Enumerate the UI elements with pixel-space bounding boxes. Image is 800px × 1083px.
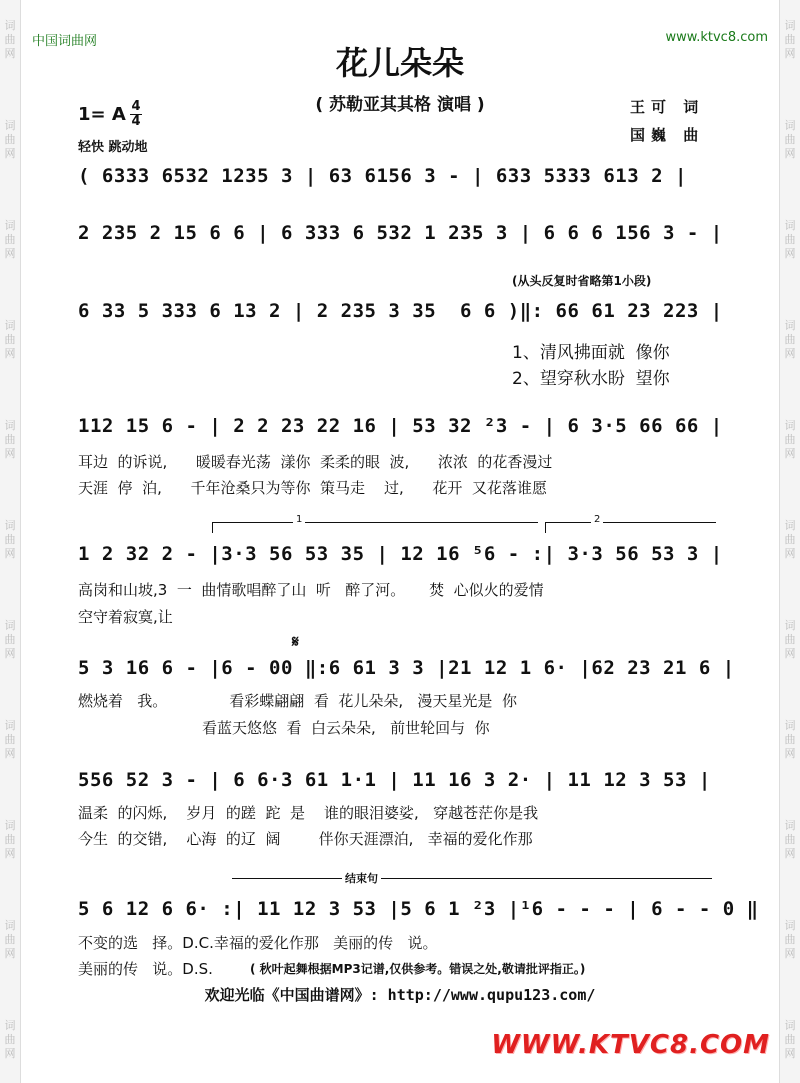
song-title: 花儿朵朵 (335, 44, 464, 82)
side-char: 网 (784, 447, 796, 460)
score-line-8: 5 6 12 6 6· :| 11 12 3 53 |5 6 1 ²3 |¹6 - - - | 6 - - 0 ‖ (78, 898, 759, 920)
side-char: 词 (784, 419, 796, 432)
side-char: 曲 (784, 233, 796, 246)
side-char: 曲 (784, 333, 796, 346)
side-char: 网 (4, 747, 16, 760)
side-char: 曲 (784, 433, 796, 446)
lyric-line: 今生 的交错, 心海 的辽 阔 伴你天涯漂泊, 幸福的爱化作那 (78, 830, 533, 848)
side-char: 曲 (4, 933, 16, 946)
side-char: 曲 (784, 733, 796, 746)
score-line-4: 112 15 6 - | 2 2 23 22 16 | 53 32 ²3 - | 6 3·5 66 66 | (78, 415, 723, 437)
side-char: 曲 (4, 133, 16, 146)
side-char: 曲 (4, 33, 16, 46)
side-char: 网 (4, 447, 16, 460)
side-char: 词 (4, 819, 16, 832)
side-char: 网 (4, 1047, 16, 1060)
side-char: 曲 (784, 33, 796, 46)
side-char: 网 (784, 347, 796, 360)
side-char: 词 (784, 919, 796, 932)
side-char: 词 (784, 19, 796, 32)
side-char: 词 (4, 719, 16, 732)
side-char: 曲 (784, 1033, 796, 1046)
score-line-5: 1 2 32 2 - |3·3 56 53 35 | 12 16 ⁵6 - :| 3·3 56 53 3 | (78, 543, 723, 565)
side-char: 词 (4, 119, 16, 132)
site-url[interactable]: www.ktvc8.com (665, 30, 768, 45)
singer-line: ( 苏勒亚其其格 演唱 ) (315, 95, 485, 115)
lyric-line: 空守着寂寞,让 (78, 608, 173, 626)
score-line-2: 2 235 2 15 6 6 | 6 333 6 532 1 235 3 | 6 6 6 156 3 - | (78, 222, 723, 244)
side-char: 网 (4, 647, 16, 660)
lyric-line: 美丽的传 说。D.S. (78, 960, 213, 978)
side-char: 词 (784, 619, 796, 632)
lyric-line: 高岗和山坡,3 一 曲情歌唱醉了山 听 醉了河。 焚 心似火的爱情 (78, 581, 544, 599)
composer-credit: 国巍 曲 (630, 126, 705, 144)
watermark-logo: WWW.KTVC8.COM (491, 1030, 770, 1060)
side-char: 曲 (4, 533, 16, 546)
side-char: 网 (784, 1047, 796, 1060)
lyric-line: 2、望穿秋水盼 望你 (512, 369, 670, 389)
time-top: 4 (131, 99, 141, 114)
side-char: 网 (784, 147, 796, 160)
side-char: 网 (4, 247, 16, 260)
score-line-1: ( 6333 6532 1235 3 | 63 6156 3 - | 633 5333 613 2 | (78, 165, 687, 187)
key-signature: 1= A (78, 104, 126, 125)
side-char: 网 (4, 347, 16, 360)
side-char: 词 (784, 219, 796, 232)
lyric-line: 温柔 的闪烁, 岁月 的蹉 跎 是 谁的眼泪婆娑, 穿越苍茫你是我 (78, 804, 539, 822)
side-char: 曲 (4, 1033, 16, 1046)
lyric-line: 看蓝天悠悠 看 白云朵朵, 前世轮回与 你 (78, 719, 490, 737)
repeat-remark: (从头反复时省略第1小段) (512, 274, 652, 288)
side-char: 词 (4, 919, 16, 932)
volta-bracket-2 (545, 514, 716, 533)
score-line-7: 556 52 3 - | 6 6·3 61 1·1 | 11 16 3 2· | 11 12 3 53 | (78, 769, 711, 791)
side-char: 网 (784, 247, 796, 260)
side-char: 曲 (4, 733, 16, 746)
side-char: 网 (784, 47, 796, 60)
side-char: 词 (4, 519, 16, 532)
footer-link[interactable]: 欢迎光临《中国曲谱网》: http://www.qupu123.com/ (204, 986, 596, 1004)
volta-label: 1 (293, 514, 305, 525)
side-char: 网 (4, 847, 16, 860)
left-margin-strip (0, 0, 21, 1083)
lyric-line: 天涯 停 泊, 千年沧桑只为等你 策马走 过, 花开 又花落谁愿 (78, 479, 547, 497)
side-char: 网 (4, 147, 16, 160)
lyric-line: 不变的选 择。D.C.幸福的爱化作那 美丽的传 说。 (78, 934, 438, 952)
segno-sign: 𝄋 (292, 632, 299, 651)
side-char: 网 (4, 47, 16, 60)
side-char: 词 (784, 719, 796, 732)
side-char: 网 (4, 547, 16, 560)
site-name[interactable]: 中国词曲网 (32, 34, 98, 49)
side-char: 网 (784, 747, 796, 760)
side-char: 词 (4, 1019, 16, 1032)
side-char: 词 (4, 419, 16, 432)
side-char: 网 (784, 647, 796, 660)
side-char: 曲 (4, 233, 16, 246)
side-char: 词 (784, 819, 796, 832)
side-char: 曲 (784, 633, 796, 646)
lyricist-credit: 王可 词 (630, 98, 705, 116)
side-char: 曲 (784, 533, 796, 546)
side-char: 曲 (784, 933, 796, 946)
side-char: 曲 (4, 633, 16, 646)
side-char: 词 (784, 519, 796, 532)
side-char: 词 (4, 219, 16, 232)
ending-bracket (232, 872, 712, 889)
ending-label: 结束句 (342, 870, 381, 886)
side-char: 词 (4, 619, 16, 632)
volta-label: 2 (591, 514, 603, 525)
lyric-line: 耳边 的诉说, 暖暖春光荡 漾你 柔柔的眼 波, 浓浓 的花香漫过 (78, 453, 553, 471)
lyric-line: 燃烧着 我。 看彩蝶翩翩 看 花儿朵朵, 漫天星光是 你 (78, 692, 517, 710)
transcriber-note: ( 秋叶起舞根据MP3记谱,仅供参考。错误之处,敬请批评指正。) (250, 962, 586, 976)
side-char: 词 (4, 319, 16, 332)
side-char: 网 (784, 547, 796, 560)
side-char: 网 (784, 847, 796, 860)
side-char: 网 (4, 947, 16, 960)
side-char: 词 (4, 19, 16, 32)
score-line-3: 6 33 5 333 6 13 2 | 2 235 3 35 6 6 )‖: 66 61 23 223 | (78, 300, 723, 322)
side-char: 曲 (784, 133, 796, 146)
lyric-line: 1、清风拂面就 像你 (512, 343, 670, 363)
side-char: 曲 (4, 333, 16, 346)
score-line-6: 5 3 16 6 - |6 - 00 ‖:6 61 3 3 |21 12 1 6· |62 23 21 6 | (78, 657, 735, 679)
side-char: 曲 (4, 833, 16, 846)
time-bottom: 4 (131, 114, 141, 129)
side-char: 词 (784, 319, 796, 332)
side-char: 网 (784, 947, 796, 960)
right-margin-strip (779, 0, 800, 1083)
volta-bracket-1 (212, 514, 538, 533)
side-char: 词 (784, 119, 796, 132)
side-char: 曲 (4, 433, 16, 446)
side-char: 词 (784, 1019, 796, 1032)
time-signature (130, 100, 142, 129)
tempo-marking: 轻快 跳动地 (78, 140, 148, 155)
side-char: 曲 (784, 833, 796, 846)
